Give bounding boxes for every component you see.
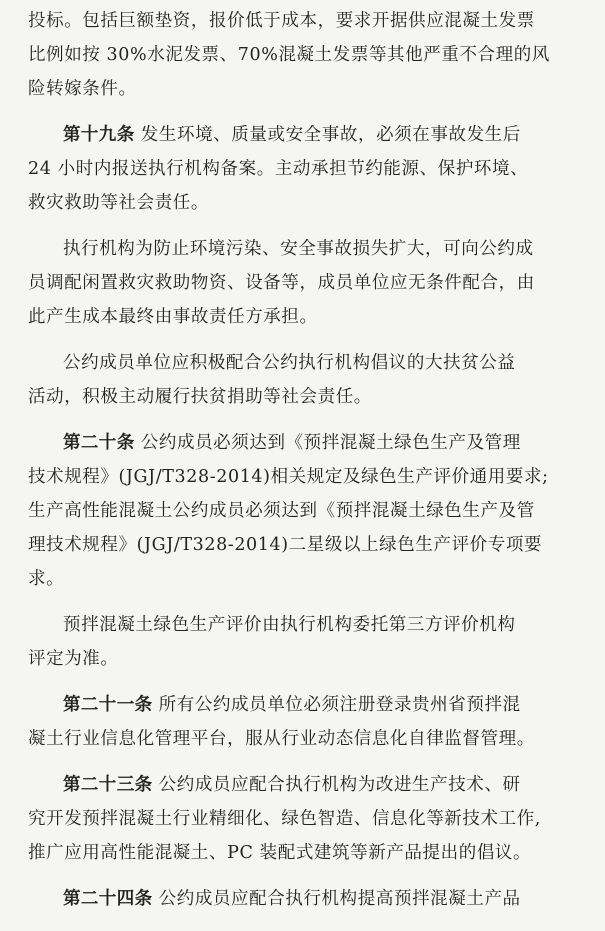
line-text: 此产生成本最终由事故责任方承担。 xyxy=(28,307,318,327)
article-number: 第十九条 xyxy=(63,125,135,145)
text-line xyxy=(28,300,587,334)
line-text: 24 小时内报送执行机构备案。主动承担节约能源、保护环境、 xyxy=(28,159,529,179)
paragraph xyxy=(28,688,587,756)
article-number: 第二十四条 xyxy=(63,889,153,909)
text-line xyxy=(28,460,587,494)
text-line xyxy=(28,494,587,528)
line-text: 凝土行业信息化管理平台，服从行业动态信息化自律监督管理。 xyxy=(28,729,535,749)
line-text: 救灾救助等社会责任。 xyxy=(28,193,209,213)
line-text: 险转嫁条件。 xyxy=(28,79,137,99)
text-line xyxy=(28,426,587,460)
text-line xyxy=(28,836,587,870)
paragraph xyxy=(28,346,587,414)
paragraph xyxy=(28,608,587,676)
document-body xyxy=(28,4,587,916)
text-line xyxy=(28,152,587,186)
line-text: 评定为准。 xyxy=(28,649,119,669)
text-line xyxy=(28,186,587,220)
paragraph xyxy=(28,426,587,596)
line-text: 公约成员应配合执行机构为改进生产技术、研 xyxy=(152,775,521,795)
text-line xyxy=(28,608,587,642)
text-line xyxy=(28,72,587,106)
paragraph xyxy=(28,4,587,106)
line-text: 究开发预拌混凝土行业精细化、绿色智造、信息化等新技术工作, xyxy=(28,809,541,829)
article-number: 第二十三条 xyxy=(63,775,153,795)
paragraph xyxy=(28,232,587,334)
line-text: 求。 xyxy=(28,569,65,589)
text-line xyxy=(28,380,587,414)
text-line xyxy=(28,38,587,72)
line-text: 发生环境、质量或安全事故，必须在事故发生后 xyxy=(134,125,521,145)
text-line xyxy=(28,802,587,836)
text-line xyxy=(28,118,587,152)
paragraph xyxy=(28,118,587,220)
text-line xyxy=(28,232,587,266)
line-text: 活动，积极主动履行扶贫捐助等社会责任。 xyxy=(28,387,372,407)
text-line xyxy=(28,266,587,300)
line-text: 预拌混凝土绿色生产评价由执行机构委托第三方评价机构 xyxy=(63,615,516,635)
article-number: 第二十一条 xyxy=(63,695,153,715)
line-text: 推广应用高性能混凝土、PC 装配式建筑等新产品提出的倡议。 xyxy=(28,843,532,863)
line-text: 投标。包括巨额垫资，报价低于成本，要求开据供应混凝土发票 xyxy=(28,11,535,31)
text-line xyxy=(28,722,587,756)
text-line xyxy=(28,562,587,596)
text-line xyxy=(28,346,587,380)
line-text: 公约成员单位应积极配合公约执行机构倡议的大扶贫公益 xyxy=(63,353,516,373)
text-line xyxy=(28,4,587,38)
line-text: 生产高性能混凝土公约成员必须达到《预拌混凝土绿色生产及管 xyxy=(28,501,535,521)
line-text: 所有公约成员单位必须注册登录贵州省预拌混 xyxy=(152,695,521,715)
line-text: 公约成员应配合执行机构提高预拌混凝土产品 xyxy=(152,889,521,909)
line-text: 理技术规程》(JGJ/T328-2014)二星级以上绿色生产评价专项要 xyxy=(28,535,543,555)
text-line xyxy=(28,528,587,562)
paragraph xyxy=(28,768,587,870)
line-text: 员调配闲置救灾救助物资、设备等，成员单位应无条件配合，由 xyxy=(28,273,535,293)
article-number: 第二十条 xyxy=(63,433,135,453)
text-line xyxy=(28,642,587,676)
text-line xyxy=(28,882,587,916)
text-line xyxy=(28,688,587,722)
text-line xyxy=(28,768,587,802)
line-text: 公约成员必须达到《预拌混凝土绿色生产及管理 xyxy=(134,433,521,453)
line-text: 技术规程》(JGJ/T328-2014)相关规定及绿色生产评价通用要求; xyxy=(28,467,549,487)
line-text: 比例如按 30%水泥发票、70%混凝土发票等其他严重不合理的风 xyxy=(28,45,550,65)
line-text: 执行机构为防止环境污染、安全事故损失扩大，可向公约成 xyxy=(63,239,534,259)
paragraph xyxy=(28,882,587,916)
